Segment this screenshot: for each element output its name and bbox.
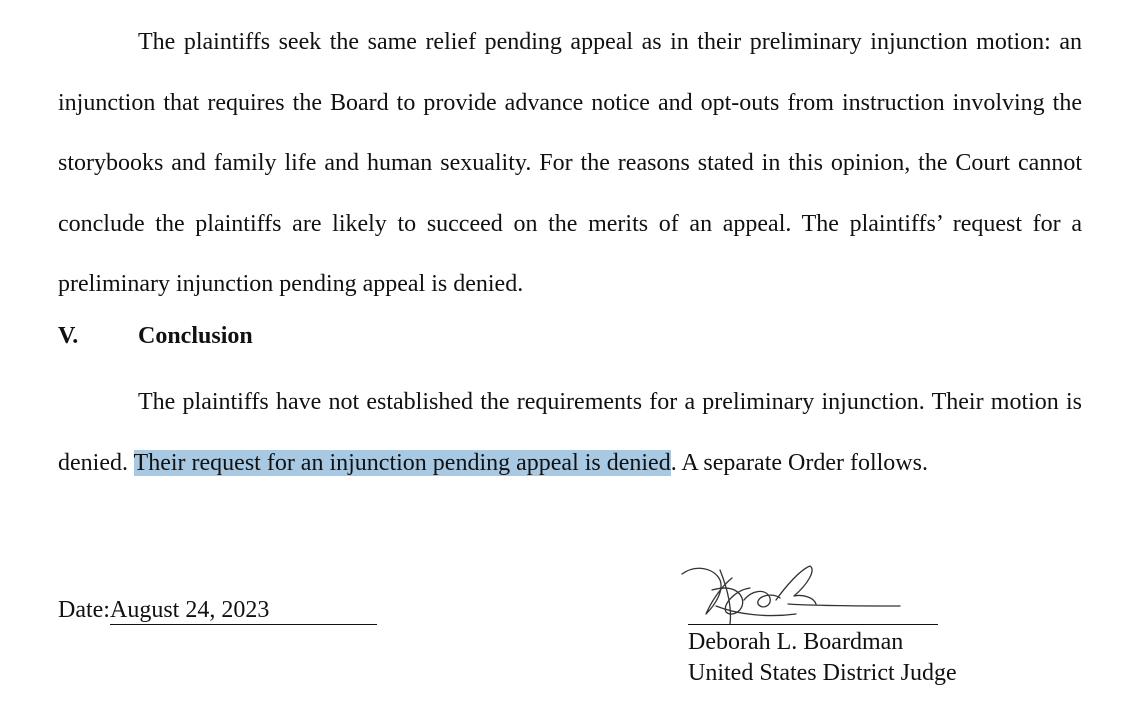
paragraph2-text-after[interactable]: . A separate Order follows. <box>670 449 928 476</box>
judge-title[interactable]: United States District Judge <box>688 660 957 686</box>
selected-text-highlight[interactable]: Their request for an injunction pending appeal is denied <box>133 449 671 476</box>
paragraph-conclusion <box>58 372 1082 493</box>
judge-signature-block <box>688 627 957 689</box>
paragraph-relief-pending-appeal <box>58 12 1082 315</box>
judge-name[interactable]: Deborah L. Boardman <box>688 629 904 655</box>
date-label[interactable]: Date: <box>58 597 110 623</box>
section-number[interactable]: V. <box>58 323 79 349</box>
paragraph1-text[interactable]: The plaintiffs seek the same relief pending appeal as in their preliminary injunction motion: an injunction that requires the Board to provide advance notice and opt-outs from instruction involving the storybooks and family life and human sexuality. For the reasons stated in this opinion, the Court cannot conclude the plaintiffs are likely to succeed on the merits of an appeal. The plaintiffs’ request for a preliminary injunction pending appeal is denied. <box>58 29 1082 297</box>
section-title[interactable]: Conclusion <box>138 323 253 349</box>
handwritten-signature <box>676 560 906 630</box>
section-heading <box>58 323 253 350</box>
signature-line <box>688 624 938 625</box>
date-line <box>58 596 377 625</box>
date-value[interactable]: August 24, 2023 <box>110 596 377 625</box>
paragraph2-text-before[interactable]: The plaintiffs have not established the requirements for a preliminary injunction. Their motion is denied. <box>58 389 1082 476</box>
